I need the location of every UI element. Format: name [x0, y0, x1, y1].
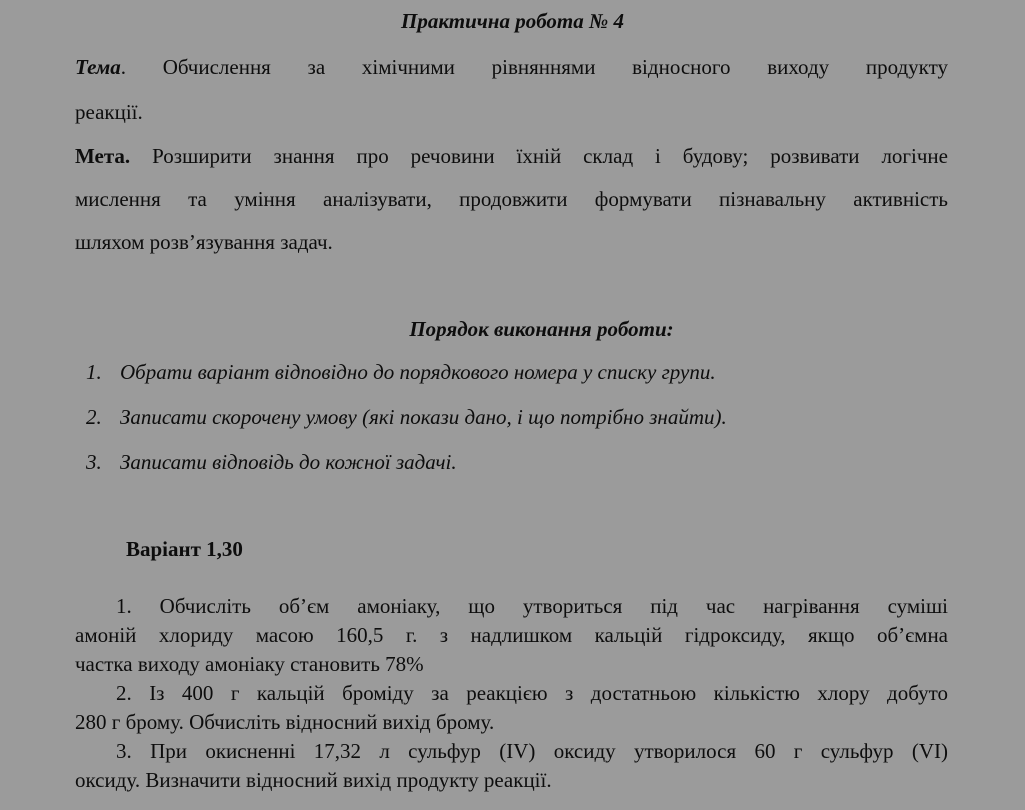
topic-line-1: [75, 54, 948, 80]
goal-text: Розширити знання про речовини їхній склад і будову; розвивати логічне: [130, 144, 948, 168]
procedure-step-1: [86, 359, 716, 385]
step-text: Записати скорочену умову (які покази дано, і що потрібно знайти).: [120, 405, 727, 429]
step-number: 2.: [86, 405, 102, 429]
step-text: Записати відповідь до кожної задачі.: [120, 450, 457, 474]
variant-heading: Варіант 1,30: [126, 537, 243, 561]
task-1-line-2: амоній хлориду масою 160,5 г. з надлишком кальцій гідроксиду, якщо об’ємна: [75, 623, 948, 647]
step-number: 3.: [86, 450, 102, 474]
goal-line-1: [75, 143, 948, 169]
topic-line-2: реакції.: [75, 100, 143, 124]
topic-label: Тема: [75, 55, 121, 79]
task-3-line-2: оксиду. Визначити відносний вихід продукту реакції.: [75, 768, 552, 792]
goal-line-3: шляхом розв’язування задач.: [75, 230, 333, 254]
page-title: Практична робота № 4: [401, 9, 624, 33]
topic-text: . Обчислення за хімічними рівняннями відносного виходу продукту: [120, 55, 948, 79]
goal-line-2: мислення та уміння аналізувати, продовжити формувати пізнавальну активність: [75, 187, 948, 211]
task-3-line-1: 3. При окисненні 17,32 л сульфур (IV) оксиду утворилося 60 г сульфур (VI): [116, 739, 948, 763]
procedure-heading: Порядок виконання роботи:: [409, 317, 674, 341]
goal-label: Мета.: [75, 144, 131, 168]
step-number: 1.: [86, 360, 102, 384]
task-2-line-1: 2. Із 400 г кальцій броміду за реакцією з достатньою кількістю хлору добуто: [116, 681, 948, 705]
task-1-line-3: частка виходу амоніаку становить 78%: [75, 652, 424, 676]
task-2-line-2: 280 г брому. Обчисліть відносний вихід брому.: [75, 710, 495, 734]
procedure-step-2: [86, 404, 727, 430]
step-text: Обрати варіант відповідно до порядкового номера у списку групи.: [120, 360, 716, 384]
task-1-line-1: 1. Обчисліть об’єм амоніаку, що утвориться під час нагрівання суміші: [116, 594, 948, 618]
procedure-step-3: [86, 449, 457, 475]
